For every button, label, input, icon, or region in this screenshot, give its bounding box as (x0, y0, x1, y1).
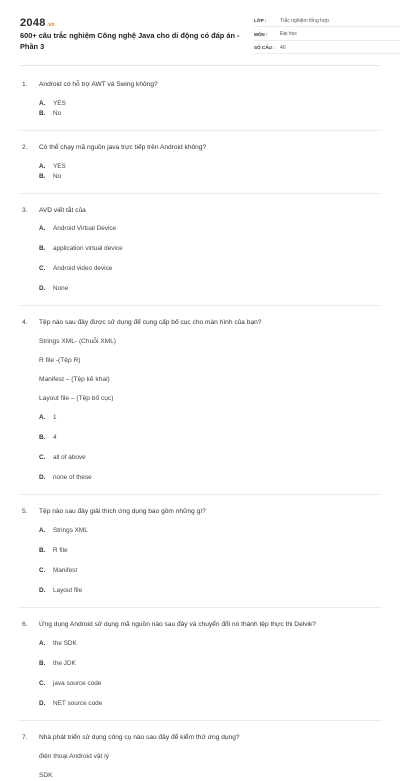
option-d[interactable] (39, 284, 211, 294)
option-a[interactable] (39, 99, 211, 109)
option-letter: A. (39, 225, 46, 232)
question-number: 2. (22, 144, 28, 151)
question-7 (20, 721, 380, 781)
option-b[interactable] (39, 109, 211, 119)
option-a[interactable] (39, 526, 211, 536)
option-text: none of these (53, 474, 92, 481)
question-number: 7. (22, 734, 28, 741)
question-line (22, 318, 378, 328)
option-c[interactable] (39, 264, 211, 274)
option-text: None (53, 285, 69, 292)
option-a[interactable] (39, 413, 211, 423)
question-statement: SDK (39, 772, 53, 779)
option-text: R file (53, 547, 68, 554)
option-b[interactable] (39, 244, 211, 254)
option-text: 1 (53, 414, 57, 421)
option-text: Layout file (53, 587, 83, 594)
option-b[interactable] (39, 659, 211, 669)
question-line (22, 733, 378, 743)
question-number: 5. (22, 508, 28, 515)
option-c[interactable] (39, 453, 211, 463)
option-text: the SDK (53, 640, 77, 647)
option-letter: D. (39, 700, 46, 707)
question-statement: điện thoại Android vật lý (39, 753, 110, 760)
meta-value[interactable]: Đại học (280, 31, 297, 37)
option-letter: C. (39, 454, 46, 461)
logo-suffix: .vn (46, 22, 55, 28)
question-statement: R file -(Tệp R) (39, 357, 81, 364)
question-statement: Layout file – (Tệp bố cục) (39, 395, 114, 402)
options (39, 639, 378, 709)
question-line (22, 507, 378, 517)
meta-key: MÔN : (254, 31, 268, 37)
option-letter: B. (39, 173, 46, 180)
question-line (22, 620, 378, 630)
option-b[interactable] (39, 433, 211, 443)
option-text: all of above (53, 454, 86, 461)
question-number: 3. (22, 207, 28, 214)
option-c[interactable] (39, 679, 211, 689)
question-text: Tệp nào sau đây được sử dụng để cung cấp bố cục cho màn hình của bạn? (39, 319, 262, 326)
option-letter: B. (39, 110, 46, 117)
option-a[interactable] (39, 162, 211, 172)
option-letter: D. (39, 587, 46, 594)
question-text: AVD viết tắt của (39, 207, 86, 214)
option-text: 4 (53, 434, 57, 441)
option-text: YES (53, 163, 66, 170)
question-1 (20, 66, 380, 130)
option-text: the JDK (53, 660, 76, 667)
option-letter: D. (39, 474, 46, 481)
question-text: Tệp nào sau đây giải thích ứng dụng bao gồm những gì? (39, 508, 206, 515)
question-statement: Strings XML- (Chuỗi XML) (39, 338, 116, 345)
option-letter: A. (39, 163, 46, 170)
options (39, 413, 378, 483)
meta-row-count (254, 42, 400, 54)
option-text: Android video device (53, 265, 113, 272)
option-text: NET source code (53, 700, 103, 707)
option-b[interactable] (39, 172, 211, 182)
meta-key: LỚP : (254, 18, 267, 23)
option-text: No (53, 173, 62, 180)
question-number: 6. (22, 621, 28, 628)
question-text: Ứng dụng Android sử dụng mã nguồn nào sau đây và chuyển đổi nó thành tệp thực thi Delvik? (39, 621, 316, 628)
option-b[interactable] (39, 546, 211, 556)
option-letter: C. (39, 567, 46, 574)
option-letter: B. (39, 547, 46, 554)
option-text: Strings XML (53, 527, 88, 534)
option-text: application virtual device (53, 245, 123, 252)
question-number: 4. (22, 319, 28, 326)
option-text: java source code (53, 680, 102, 687)
option-letter: C. (39, 265, 46, 272)
option-letter: B. (39, 434, 46, 441)
options (39, 224, 378, 294)
option-letter: B. (39, 660, 46, 667)
option-letter: C. (39, 680, 46, 687)
question-6 (20, 608, 380, 720)
question-5 (20, 495, 380, 607)
site-logo[interactable] (20, 17, 55, 29)
options (39, 526, 378, 596)
option-letter: D. (39, 285, 46, 292)
option-letter: B. (39, 245, 46, 252)
meta-row-subject (254, 29, 400, 41)
option-d[interactable] (39, 586, 211, 596)
option-a[interactable] (39, 639, 211, 649)
question-text: Có thể chạy mã nguồn java trực tiếp trên Android không? (39, 144, 207, 151)
meta-key: SỐ CÂU : (254, 45, 275, 50)
option-text: Manifest (53, 567, 78, 574)
meta-value[interactable]: Trắc nghiệm tổng hợp (280, 17, 329, 24)
option-a[interactable] (39, 224, 211, 234)
question-2 (20, 131, 380, 193)
meta-value: 40 (280, 44, 286, 51)
option-letter: A. (39, 414, 46, 421)
option-d[interactable] (39, 699, 211, 709)
option-d[interactable] (39, 473, 211, 483)
question-line (22, 143, 378, 153)
option-letter: A. (39, 100, 46, 107)
option-letter: A. (39, 640, 46, 647)
question-line (22, 80, 378, 90)
question-number: 1. (22, 81, 28, 88)
question-3 (20, 194, 380, 305)
question-statement: Manifest – (Tệp kê khai) (39, 376, 110, 383)
option-text: Android Virtual Device (53, 225, 117, 232)
question-line (22, 206, 378, 216)
option-text: No (53, 110, 62, 117)
logo-text: 2048 (20, 17, 46, 29)
question-text: Nhà phát triển sử dụng công cụ nào sau đây để kiểm thử ứng dụng? (39, 734, 240, 741)
question-text: Android có hỗ trợ AWT và Swing không? (39, 81, 158, 88)
page-title: 600+ câu trắc nghiệm Công nghệ Java cho di động có đáp án - Phần 3 (20, 31, 240, 51)
meta-info (254, 15, 400, 56)
page-header (20, 0, 380, 66)
question-4 (20, 306, 380, 494)
meta-row-class (254, 15, 400, 27)
option-c[interactable] (39, 566, 211, 576)
option-letter: A. (39, 527, 46, 534)
options (39, 162, 378, 182)
options (39, 99, 378, 119)
option-text: YES (53, 100, 66, 107)
